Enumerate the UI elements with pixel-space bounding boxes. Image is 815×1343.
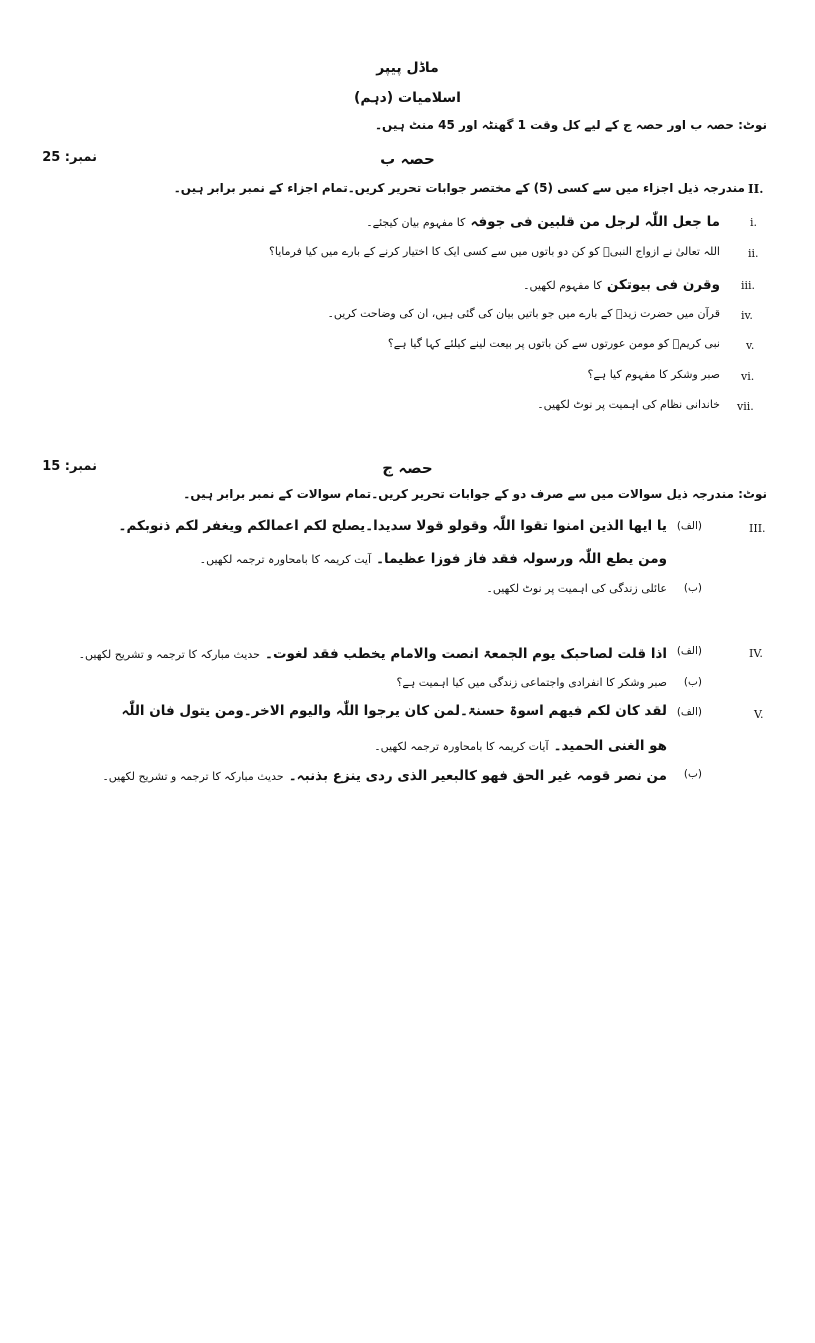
hadith-note: حدیث مبارکہ کا ترجمہ و تشریح لکھیں۔ [102, 770, 284, 783]
arabic-hadith: من نصر قومہ غیر الحق فھو کالبعیر الذی ردی ینزع بذنبہ۔ [288, 768, 667, 784]
question-number: V. [754, 708, 764, 721]
time-note: نوٹ: حصہ ب اور حصہ ج کے لیے کل وقت 1 گھنٹہ اور 45 منٹ ہیں۔ [375, 118, 767, 132]
item-text: اللہ تعالیٰ نے ازواج النبیؐ کو کن دو باتوں میں سے کسی ایک کا اختیار کرنے کے بارے میں کیا فرمایا؟ [269, 245, 720, 258]
arabic-hadith-line [79, 643, 667, 662]
question-number: III. [749, 522, 766, 535]
item-text: نبی کریمؐ کو مومن عورتوں سے کن باتوں پر بیعت لینے کیلئے کہا گیا ہے؟ [387, 337, 720, 350]
arabic-hadith-line [102, 765, 667, 784]
part-alif-label: (الف) [676, 520, 702, 532]
section-b-instruction: مندرجہ ذیل اجزاء میں سے کسی (5) کے مختصر جوابات تحریر کریں۔تمام اجزاء کے نمبر برابر ہیں۔ [173, 181, 745, 195]
section-c-marks: نمبر: 15 [42, 459, 97, 474]
subject-title: اسلامیات (دہم) [354, 90, 461, 106]
hadith-note: حدیث مبارکہ کا ترجمہ و تشریح لکھیں۔ [78, 648, 260, 661]
item-text: خاندانی نظام کی اہمیت پر نوٹ لکھیں۔ [537, 398, 720, 411]
item-number: vii. [737, 400, 754, 413]
list-item [366, 211, 720, 230]
arabic-verse-line [200, 548, 667, 567]
part-be-label: (ب) [683, 676, 702, 688]
verse-note: آیت کریمہ کا بامحاورہ ترجمہ لکھیں۔ [199, 553, 372, 566]
section-b-heading: حصہ ب [380, 150, 435, 168]
item-number: iii. [741, 279, 756, 292]
item-text: قرآن میں حضرت زیدؓ کے بارے میں جو باتیں بیان کی گئی ہیں، ان کی وضاحت کریں۔ [327, 307, 720, 320]
item-text: صبر وشکر کا مفہوم کیا ہے؟ [587, 368, 720, 381]
section-c-heading: حصہ ج [382, 459, 433, 477]
part-be-text: عائلی زندگی کی اہمیت پر نوٹ لکھیں۔ [486, 582, 667, 595]
section-c-instruction: نوٹ: مندرجہ ذیل سوالات میں سے صرف دو کے جوابات تحریر کریں۔تمام سوالات کے نمبر برابر ہیں۔ [183, 487, 767, 501]
section-b-marks: نمبر: 25 [42, 150, 97, 165]
item-text: کا مفہوم لکھیں۔ [523, 279, 602, 292]
part-alif-label: (الف) [676, 706, 702, 718]
arabic-verse: ھو الغنی الحمید۔ [553, 738, 667, 754]
arabic-verse: ومن یطع اللّٰہ ورسولہ فقد فاز فوزا عظیما۔ [376, 551, 667, 567]
arabic-verse: یا ایھا الذین امنوا تقوا اللّٰہ وقولو قولا سدیدا۔یصلح لکم اعمالکم ویغفر لکم ذنوبکم۔ [118, 518, 667, 534]
arabic-verse: لقد کان لکم فیھم اسوۃ حسنۃ۔لمن کان یرجوا اللّٰہ والیوم الاخر۔ومن یتول فان اللّٰہ [121, 703, 667, 719]
part-alif-label: (الف) [676, 645, 702, 657]
arabic-verse-line [374, 735, 667, 754]
question-number: IV. [749, 647, 763, 660]
list-item [523, 274, 720, 293]
arabic-hadith: اذا قلت لصاحبک یوم الجمعۃ انصت والامام یخطب فقد لغوت۔ [265, 646, 667, 662]
part-be-text: صبر وشکر کا انفرادی واجتماعی زندگی میں کیا اہمیت ہے؟ [396, 676, 667, 689]
paper-title: ماڈل پیپر [376, 60, 439, 76]
item-number: iv. [741, 309, 753, 322]
item-number: ii. [748, 247, 759, 260]
part-be-label: (ب) [683, 582, 702, 594]
item-number: v. [746, 339, 755, 352]
verse-note: آیات کریمہ کا بامحاورہ ترجمہ لکھیں۔ [374, 740, 549, 753]
section-b-instruction-number: II. [748, 182, 764, 196]
arabic-phrase: وقرن فی بیوتکن [606, 277, 720, 293]
arabic-phrase: ما جعل اللّٰہ لرجل من قلبین فی جوفہ [470, 214, 720, 230]
item-number: i. [750, 216, 758, 229]
item-text: کا مفہوم بیان کیجئے۔ [366, 216, 466, 229]
part-be-label: (ب) [683, 768, 702, 780]
item-number: vi. [741, 370, 755, 383]
